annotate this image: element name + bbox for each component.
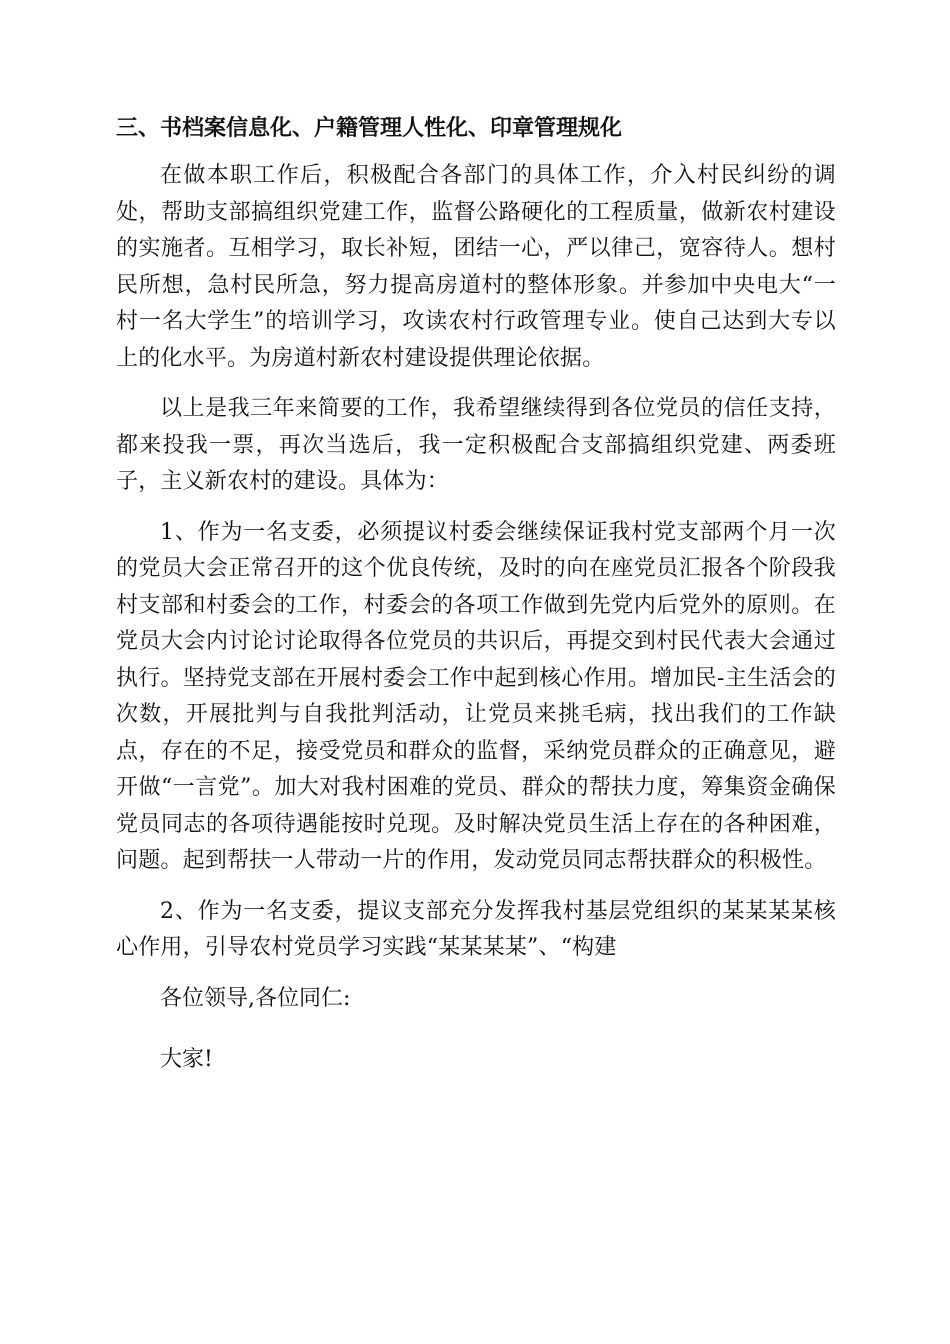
greeting-line: 各位领导,各位同仁: [160,985,351,1011]
paragraph-point-2: 2、作为一名支委，提议支部充分发挥我村基层党组织的某某某某核心作用，引导农村党员学习实践“某某某某”、“构建 [116,898,836,960]
paragraph-election-appeal: 以上是我三年来简要的工作，我希望继续得到各位党员的信任支持，都来投我一票，再次当选后，我一定积极配合支部搞组织党建、两委班子，主义新农村的建设。具体为： [116,396,836,494]
paragraph-work-summary: 在做本职工作后，积极配合各部门的具体工作，介入村民纠纷的调处，帮助支部搞组织党建工作，监督公路硬化的工程质量，做新农村建设的实施者。互相学习，取长补短，团结一心，严以律己，宽容待人。想村民所想，急村民所急，努力提高房道村的整体形象。并参加中央电大“一村一名大学生”的培训学习，攻读农村行政管理专业。使自己达到大专以上的化水平。为房道村新农村建设提供理论依据。 [116,163,836,371]
section-heading: 三、书档案信息化、户籍管理人性化、印章管理规化 [116,116,623,141]
salutation-line: 大家! [160,1046,213,1072]
paragraph-point-1: 1、作为一名支委，必须提议村委会继续保证我村党支部两个月一次的党员大会正常召开的这个优良传统，及时的向在座党员汇报各个阶段我村支部和村委会的工作，村委会的各项工作做到先党内后党外的原则。在党员大会内讨论讨论取得各位党员的共识后，再提交到村民代表大会通过执行。坚持党支部在开展村委会工作中起到核心作用。增加民-主生活会的次数，开展批判与自我批判活动，让党员来挑毛病，找出我们的工作缺点，存在的不足，接受党员和群众的监督，采纳党员群众的正确意见，避开做“一言党”。加大对我村困难的党员、群众的帮扶力度，筹集资金确保党员同志的各项待遇能按时兑现。及时解决党员生活上存在的各种困难，问题。起到帮扶一人带动一片的作用，发动党员同志帮扶群众的积极性。 [116,519,836,873]
document-page [116,108,836,1103]
